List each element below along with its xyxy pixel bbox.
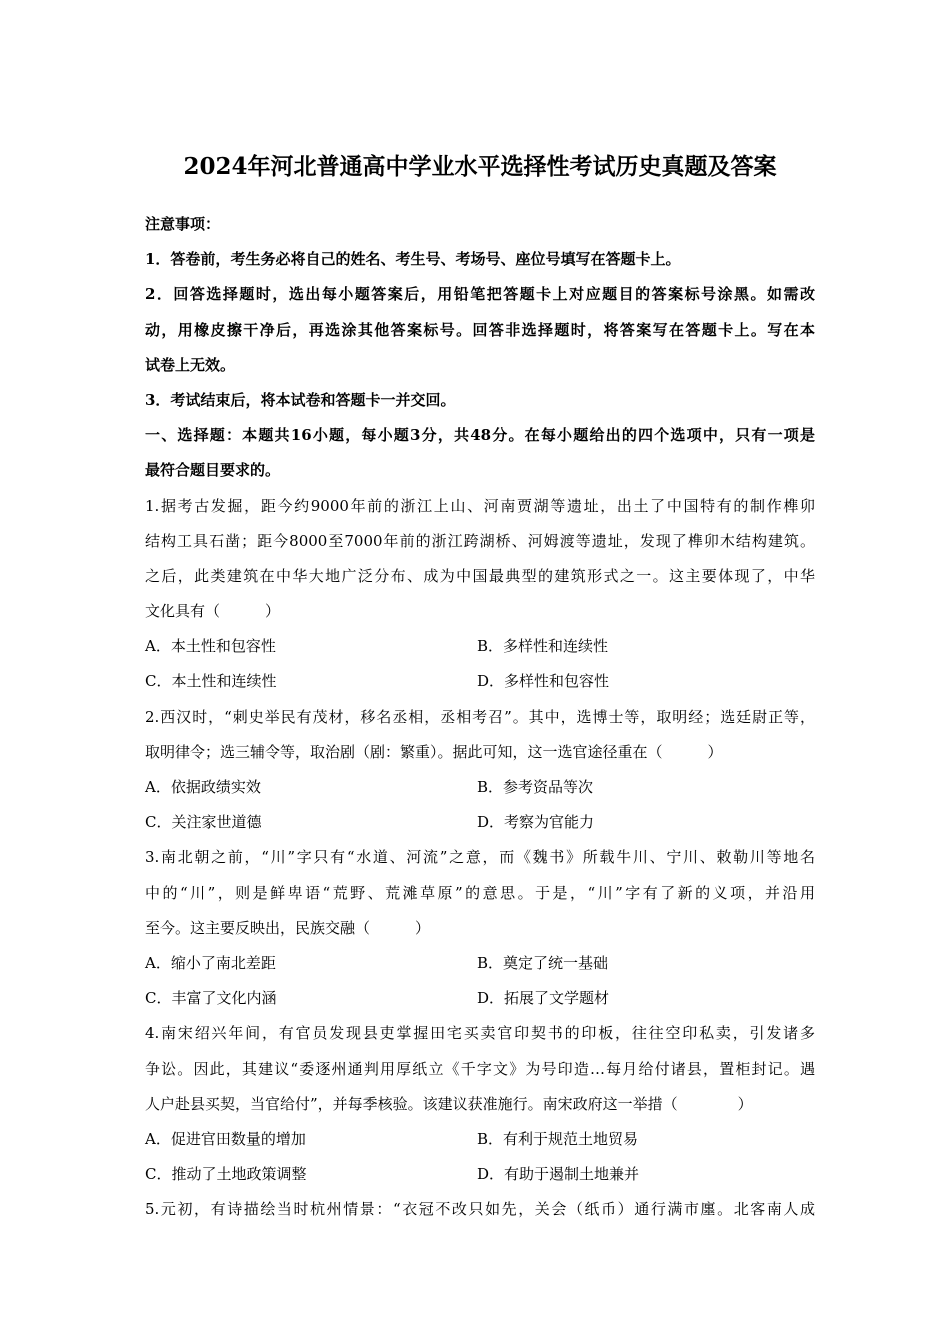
option-c: C．关注家世道德 xyxy=(145,813,262,832)
option-a: A．本土性和包容性 xyxy=(145,637,276,656)
option-b: B．多样性和连续性 xyxy=(477,637,609,656)
option-b: B．参考资品等次 xyxy=(477,778,594,796)
note-line-5: 3．考试结束后，将本试卷和答题卡一并交回。 xyxy=(145,390,456,409)
question-4-line-1: 4.南宋绍兴年间，有官员发现县吏掌握田宅买卖官印契书的印板，往往空印私卖，引发诸多 xyxy=(145,1024,815,1043)
question-1-line-1: 1.据考古发掘，距今约9000年前的浙江上山、河南贾湖等遗址，出土了中国特有的制作榫卯 xyxy=(145,496,815,515)
option-a: A．依据政绩实效 xyxy=(145,778,261,796)
question-3-options-row-2 xyxy=(145,981,815,1016)
question-4-options-row-1 xyxy=(145,1122,815,1157)
option-a: A．缩小了南北差距 xyxy=(145,953,276,972)
option-b: B．有利于规范土地贸易 xyxy=(477,1129,639,1148)
question-4-line-3: 人户赴县买契，当官给付”，并每季核验。该建议获准施行。南宋政府这一举措（ ） xyxy=(145,1094,753,1113)
question-2-options-row-1 xyxy=(145,770,815,805)
question-3-line-2: 中的“川”，则是鲜卑语“荒野、荒滩草原”的意思。于是，“川”字有了新的义项，并沿用 xyxy=(145,883,815,902)
question-4-line-2: 争讼。因此，其建议“委逐州通判用厚纸立《千字文》为号印造…每月给付诸县，置柜封记。遇 xyxy=(145,1059,815,1078)
question-2-options-row-2 xyxy=(145,805,815,840)
section-heading-line-2: 最符合题目要求的。 xyxy=(145,461,281,480)
option-c: C．丰富了文化内涵 xyxy=(145,989,277,1008)
note-line-1: 1．答卷前，考生务必将自己的姓名、考生号、考场号、座位号填写在答题卡上。 xyxy=(145,250,681,269)
question-1-line-4: 文化具有（ ） xyxy=(145,602,281,621)
note-line-4: 试卷上无效。 xyxy=(145,355,236,374)
option-b: B．奠定了统一基础 xyxy=(477,953,609,972)
note-line-2: 2．回答选择题时，选出每小题答案后，用铅笔把答题卡上对应题目的答案标号涂黑。如需改 xyxy=(145,285,815,304)
question-1 xyxy=(145,489,815,700)
question-1-line-3: 之后，此类建筑在中华大地广泛分布、成为中国最典型的建筑形式之一。这主要体现了，中华 xyxy=(145,566,815,585)
question-1-line-2: 结构工具石凿；距今8000至7000年前的浙江跨湖桥、河姆渡等遗址，发现了榫卯木结构建筑。 xyxy=(145,531,815,550)
question-4-options-row-2 xyxy=(145,1157,815,1192)
question-3-options-row-1 xyxy=(145,946,815,981)
question-2-line-2: 取明律令；选三辅令等，取治剧（剧：繁重）。据此可知，这一选官途径重在（ ） xyxy=(145,742,723,761)
question-1-options-row-2 xyxy=(145,664,815,699)
exam-page xyxy=(145,146,815,1227)
question-4 xyxy=(145,1016,815,1192)
question-2 xyxy=(145,700,815,841)
option-d: D．有助于遏制土地兼并 xyxy=(477,1165,640,1184)
note-line-3: 动，用橡皮擦干净后，再选涂其他答案标号。回答非选择题时，将答案写在答题卡上。写在本 xyxy=(145,320,815,339)
question-5-line-1: 5.元初，有诗描绘当时杭州情景：“衣冠不改只如先，关会（纸币）通行满市廛。北客南人成 xyxy=(145,1200,815,1219)
question-3 xyxy=(145,840,815,1016)
option-c: C．本土性和连续性 xyxy=(145,672,277,691)
page-title: 2024年河北普通高中学业水平选择性考试历史真题及答案 xyxy=(183,153,777,180)
option-d: D．拓展了文学题材 xyxy=(477,989,610,1008)
option-c: C．推动了土地政策调整 xyxy=(145,1165,307,1184)
question-3-line-1: 3.南北朝之前，“川”字只有“水道、河流”之意，而《魏书》所载牛川、宁川、敕勒川等地名 xyxy=(145,848,815,867)
question-3-line-3: 至今。这主要反映出，民族交融（ ） xyxy=(145,918,431,937)
section-heading-line-1: 一、选择题：本题共16小题，每小题3分，共48分。在每小题给出的四个选项中，只有一项是 xyxy=(145,426,815,445)
option-a: A．促进官田数量的增加 xyxy=(145,1129,306,1148)
question-5 xyxy=(145,1192,815,1227)
option-d: D．多样性和包容性 xyxy=(477,672,610,691)
notes-heading: 注意事项： xyxy=(145,215,221,233)
question-2-line-1: 2.西汉时，“刺史举民有茂材，移名丞相，丞相考召”。其中，选博士等，取明经；选廷尉正等， xyxy=(145,707,815,726)
option-d: D．考察为官能力 xyxy=(477,813,595,832)
question-1-options-row-1 xyxy=(145,629,815,664)
